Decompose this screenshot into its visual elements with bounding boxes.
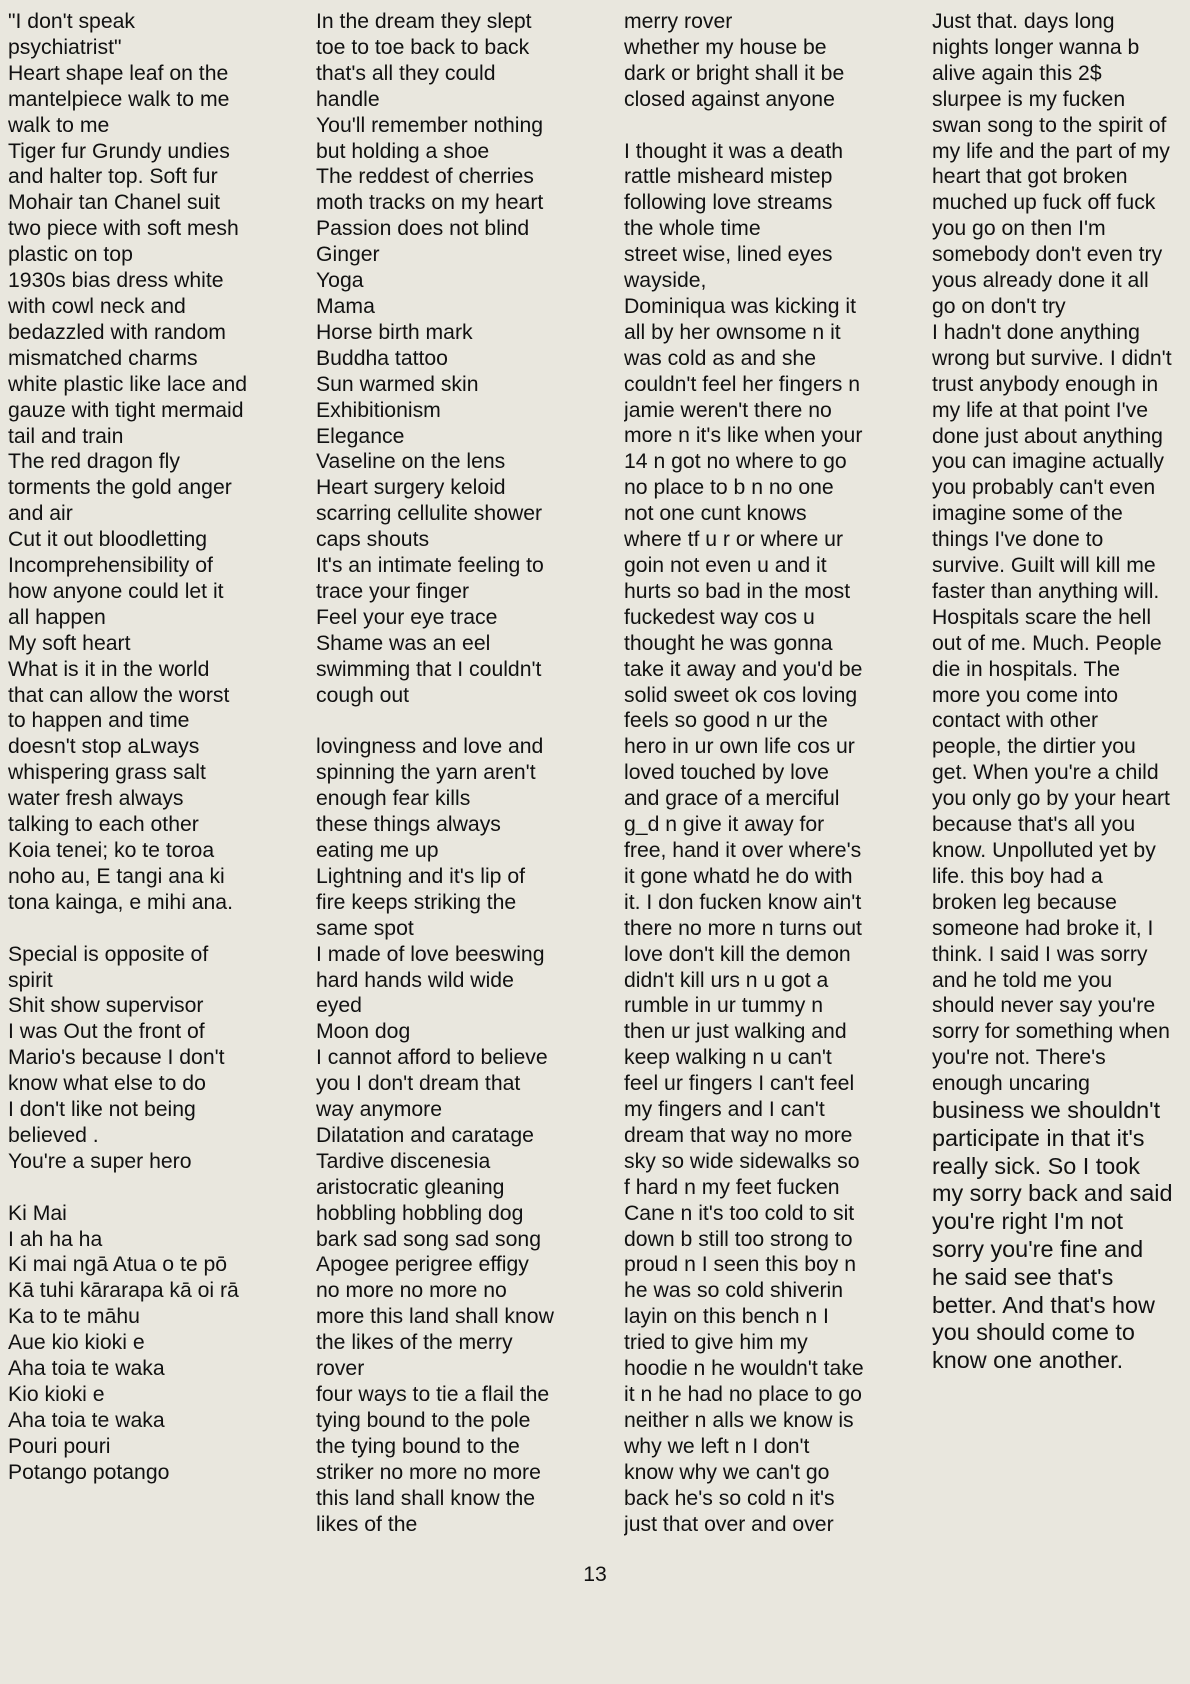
text-line: alive again this 2$ <box>932 61 1102 85</box>
text-line: Sun warmed skin <box>316 372 479 396</box>
text-line: the whole time <box>624 217 761 241</box>
text-line: "I don't speak <box>8 10 136 33</box>
text-line: rover <box>316 1357 365 1381</box>
text-line: Aue kio kioki e <box>8 1331 145 1355</box>
text-line: keep walking n u can't <box>624 1046 832 1070</box>
text-line: you should come to <box>932 1319 1135 1346</box>
text-line: whether my house be <box>624 35 827 59</box>
text-line: Lightning and it's lip of <box>316 864 525 888</box>
text-line: In the dream they slept <box>316 10 532 33</box>
text-line: fire keeps striking the <box>316 890 517 914</box>
text-line: muched up fuck off fuck <box>932 191 1156 215</box>
text-line: eating me up <box>316 838 439 862</box>
text-line: all happen <box>8 605 106 629</box>
text-line: life. this boy had a <box>932 864 1103 888</box>
text-line: aristocratic gleaning <box>316 1175 505 1199</box>
text-line: Mohair tan Chanel suit <box>8 191 220 215</box>
text-column-3 <box>624 9 904 1537</box>
text-line: striker no more no more <box>316 1460 541 1484</box>
text-line: plastic on top <box>8 243 133 267</box>
text-line: Passion does not blind <box>316 217 530 241</box>
text-line: get. When you're a child <box>932 761 1159 785</box>
text-line: Exhibitionism <box>316 398 441 422</box>
text-line: Hospitals scare the hell <box>932 605 1152 629</box>
text-line: lovingness and love and <box>316 735 544 759</box>
text-line: my sorry back and said <box>932 1180 1173 1207</box>
text-line: but holding a shoe <box>316 139 490 163</box>
text-line: tried to give him my <box>624 1331 808 1355</box>
text-line: was cold as and she <box>624 346 816 370</box>
text-line: mantelpiece walk to me <box>8 87 230 111</box>
text-line: you go on then I'm <box>932 217 1106 241</box>
text-line: swan song to the spirit of <box>932 113 1167 137</box>
text-line <box>8 916 288 942</box>
text-line: likes of the <box>316 1512 418 1536</box>
text-line: gauze with tight mermaid <box>8 398 244 422</box>
text-line: Potango potango <box>8 1460 170 1484</box>
text-line: believed . <box>8 1123 99 1147</box>
text-line: I was Out the front of <box>8 1020 205 1044</box>
text-line: participate in that it's <box>932 1124 1145 1151</box>
text-line: my life and the part of my <box>932 139 1170 163</box>
text-line: somebody don't even try <box>932 243 1163 267</box>
text-line: then ur just walking and <box>624 1020 847 1044</box>
text-line: I thought it was a death <box>624 139 844 163</box>
text-line: following love streams <box>624 191 833 215</box>
text-line: walk to me <box>8 113 110 137</box>
text-line: Feel your eye trace <box>316 605 498 629</box>
text-line: Cut it out bloodletting <box>8 528 208 552</box>
text-line: proud n I seen this boy n <box>624 1253 857 1277</box>
text-line: tail and train <box>8 424 124 448</box>
text-line: tona kainga, e mihi ana. <box>8 890 233 914</box>
text-line: moth tracks on my heart <box>316 191 544 215</box>
text-line: Dominiqua was kicking it <box>624 294 856 318</box>
text-line: water fresh always <box>8 787 184 811</box>
text-line: die in hospitals. The <box>932 657 1121 681</box>
text-line: I made of love beeswing <box>316 942 545 966</box>
text-line: Ka to te māhu <box>8 1305 140 1329</box>
text-line: bedazzled with random <box>8 320 226 344</box>
text-line: wayside, <box>624 269 707 293</box>
text-line: spirit <box>8 968 53 992</box>
text-line: love don't kill the demon <box>624 942 851 966</box>
text-line: My soft heart <box>8 631 131 655</box>
text-line: loved touched by love <box>624 761 829 785</box>
text-line: know why we can't go <box>624 1460 830 1484</box>
text-line: survive. Guilt will kill me <box>932 554 1156 578</box>
text-line: you I don't dream that <box>316 1072 521 1096</box>
text-line: know one another. <box>932 1347 1124 1374</box>
text-line: and halter top. Soft fur <box>8 165 218 189</box>
text-line: the tying bound to the <box>316 1434 520 1458</box>
text-line: Elegance <box>316 424 405 448</box>
text-line: he said see that's <box>932 1263 1114 1290</box>
text-line: wrong but survive. I didn't <box>932 346 1172 370</box>
text-line: caps shouts <box>316 528 430 552</box>
text-line: these things always <box>316 813 501 837</box>
text-line: how anyone could let it <box>8 579 224 603</box>
text-line: because that's all you <box>932 813 1136 837</box>
text-line: more you come into <box>932 683 1119 707</box>
text-line: Kā tuhi kārarapa kā oi rā <box>8 1279 239 1303</box>
text-line: enough fear kills <box>316 787 471 811</box>
text-line: dark or bright shall it be <box>624 61 845 85</box>
text-line: Just that. days long <box>932 10 1115 33</box>
text-line: Kio kioki e <box>8 1383 105 1406</box>
text-line: that's all they could <box>316 61 496 85</box>
text-line: hobbling hobbling dog <box>316 1201 524 1225</box>
text-line: Dilatation and caratage <box>316 1123 534 1147</box>
text-line: g_d n give it away for <box>624 813 825 837</box>
text-line: bark sad song sad song <box>316 1227 541 1251</box>
text-line: this land shall know the <box>316 1486 536 1510</box>
text-line: and grace of a merciful <box>624 787 840 811</box>
text-line: talking to each other <box>8 813 199 837</box>
text-line: It's an intimate feeling to <box>316 554 544 578</box>
text-line: trust anybody enough in <box>932 372 1159 396</box>
text-line: he was so cold shiverin <box>624 1279 844 1303</box>
text-line: torments the gold anger <box>8 476 232 500</box>
text-line: hard hands wild wide <box>316 968 514 992</box>
text-line: you can imagine actually <box>932 450 1165 474</box>
text-line: yous already done it all <box>932 269 1149 293</box>
text-line: to happen and time <box>8 709 190 733</box>
text-line: Mama <box>316 294 375 318</box>
text-column-1 <box>8 9 288 1486</box>
text-line: sorry you're fine and <box>932 1236 1144 1263</box>
text-line: hoodie n he wouldn't take <box>624 1357 864 1381</box>
text-line: better. And that's how <box>932 1291 1155 1318</box>
text-line: someone had broke it, I <box>932 916 1154 940</box>
text-line: same spot <box>316 916 414 940</box>
text-line: white plastic like lace and <box>8 372 248 396</box>
text-line: I don't like not being <box>8 1098 196 1122</box>
text-line: Shit show supervisor <box>8 994 204 1018</box>
text-line: spinning the yarn aren't <box>316 761 536 785</box>
text-line: done just about anything <box>932 424 1163 448</box>
text-line: whispering grass salt <box>8 761 206 785</box>
text-line: things I've done to <box>932 528 1104 552</box>
text-line: out of me. Much. People <box>932 631 1162 655</box>
text-line: enough uncaring <box>932 1072 1090 1096</box>
text-line: The reddest of cherries <box>316 165 534 189</box>
text-line: Koia tenei; ko te toroa <box>8 839 215 862</box>
text-line: nights longer wanna b <box>932 35 1140 59</box>
text-line: that can allow the worst <box>8 683 230 707</box>
text-line: Buddha tattoo <box>316 346 448 370</box>
text-line: broken leg because <box>932 890 1117 914</box>
text-line: You're a super hero <box>8 1149 192 1173</box>
text-line: Horse birth mark <box>316 320 473 344</box>
text-line: and air <box>8 502 73 526</box>
text-line: sorry for something when <box>932 1020 1170 1044</box>
text-line: feels so good n ur the <box>624 709 828 733</box>
text-line: Incomprehensibility of <box>8 554 213 578</box>
text-line: jamie weren't there no <box>624 398 832 422</box>
text-line: go on don't try <box>932 294 1066 318</box>
text-line: psychiatrist" <box>8 35 122 59</box>
text-line: Heart surgery keloid <box>316 476 506 500</box>
text-line: people, the dirtier you <box>932 735 1136 759</box>
text-line: Shame was an eel <box>316 631 491 655</box>
text-line: rattle misheard mistep <box>624 165 833 189</box>
text-line: fuckedest way cos u <box>624 605 815 629</box>
text-line: you only go by your heart <box>932 787 1170 811</box>
text-line: four ways to tie a flail the <box>316 1383 550 1407</box>
text-line: hurts so bad in the most <box>624 579 851 603</box>
text-line: eyed <box>316 994 362 1018</box>
text-line: two piece with soft mesh <box>8 217 239 241</box>
text-line: Vaseline on the lens <box>316 450 506 474</box>
text-line: f hard n my feet fucken <box>624 1175 840 1199</box>
text-line: I cannot afford to believe <box>316 1046 548 1070</box>
text-line: not one cunt knows <box>624 502 807 526</box>
text-line: way anymore <box>316 1098 442 1122</box>
text-line: no more no more no <box>316 1279 507 1303</box>
text-line: The red dragon fly <box>8 450 180 474</box>
text-line: you're not. There's <box>932 1046 1106 1070</box>
text-line: hero in ur own life cos ur <box>624 735 855 759</box>
text-line: Aha toia te waka <box>8 1357 165 1381</box>
text-line: thought he was gonna <box>624 631 833 655</box>
text-line: Moon dog <box>316 1020 411 1044</box>
text-line: doesn't stop aLways <box>8 735 200 759</box>
text-line: feel ur fingers I can't feel <box>624 1072 855 1096</box>
text-line: the likes of the merry <box>316 1331 513 1355</box>
text-line: layin on this bench n I <box>624 1305 829 1329</box>
text-line: Cane n it's too cold to sit <box>624 1201 855 1225</box>
text-line: contact with other <box>932 709 1099 733</box>
text-line: toe to toe back to back <box>316 35 530 59</box>
text-line: Pouri pouri <box>8 1434 111 1458</box>
text-line: street wise, lined eyes <box>624 243 833 267</box>
text-line: imagine some of the <box>932 502 1123 526</box>
text-line: Heart shape leaf on the <box>8 61 229 85</box>
text-line: just that over and over <box>624 1512 834 1536</box>
text-line: heart that got broken <box>932 165 1128 189</box>
text-line: back he's so cold n it's <box>624 1486 835 1510</box>
text-line: know. Unpolluted yet by <box>932 839 1156 862</box>
text-line: Ki mai ngā Atua o te pō <box>8 1253 228 1277</box>
text-line: neither n alls we know is <box>624 1408 854 1432</box>
text-line: scarring cellulite shower <box>316 502 543 526</box>
text-line: Apogee perigree effigy <box>316 1253 529 1277</box>
text-line: more this land shall know <box>316 1305 554 1329</box>
text-line: mismatched charms <box>8 346 198 370</box>
text-line: swimming that I couldn't <box>316 657 542 681</box>
text-line: Yoga <box>316 269 364 293</box>
text-line: should never say you're <box>932 994 1156 1018</box>
text-line: it gone whatd he do with <box>624 864 853 888</box>
text-line: cough out <box>316 683 410 707</box>
text-line: closed against anyone <box>624 87 835 111</box>
text-line: my life at that point I've <box>932 398 1149 422</box>
text-line: rumble in ur tummy n <box>624 994 823 1018</box>
text-line: you probably can't even <box>932 476 1156 500</box>
text-line: 14 n got no where to go <box>624 450 847 474</box>
text-line: my fingers and I can't <box>624 1098 825 1122</box>
text-line: Special is opposite of <box>8 942 209 966</box>
text-line: You'll remember nothing <box>316 113 544 137</box>
text-line: know what else to do <box>8 1072 206 1096</box>
text-line <box>8 1175 288 1201</box>
text-line: sky so wide sidewalks so <box>624 1149 860 1173</box>
text-line: goin not even u and it <box>624 554 827 578</box>
text-line: What is it in the world <box>8 657 210 681</box>
text-line: and he told me you <box>932 968 1113 992</box>
text-line: there no more n turns out <box>624 916 862 940</box>
text-line: tying bound to the pole <box>316 1408 531 1432</box>
text-line: Mario's because I don't <box>8 1046 225 1070</box>
text-line: more n it's like when your <box>624 424 863 448</box>
page-number: 13 <box>583 1563 607 1586</box>
text-line: merry rover <box>624 10 733 33</box>
text-line: no place to b n no one <box>624 476 834 500</box>
text-column-2 <box>316 9 596 1537</box>
text-line: think. I said I was sorry <box>932 942 1148 966</box>
text-line: couldn't feel her fingers n <box>624 372 861 396</box>
text-line: 1930s bias dress white <box>8 269 224 293</box>
text-line: take it away and you'd be <box>624 657 863 681</box>
text-line: handle <box>316 87 380 111</box>
text-line: I ah ha ha <box>8 1227 103 1251</box>
text-line: down b still too strong to <box>624 1227 853 1251</box>
text-line: Tiger fur Grundy undies <box>8 139 230 163</box>
text-line: it n he had no place to go <box>624 1383 862 1407</box>
text-line: noho au, E tangi ana ki <box>8 864 225 888</box>
text-line: dream that way no more <box>624 1123 853 1147</box>
text-line <box>316 708 596 734</box>
text-line: Ki Mai <box>8 1201 67 1225</box>
text-line: with cowl neck and <box>8 294 186 318</box>
text-line <box>624 113 904 139</box>
text-column-4 <box>932 9 1190 1375</box>
text-line: Aha toia te waka <box>8 1408 165 1432</box>
text-line: business we shouldn't <box>932 1097 1161 1124</box>
text-line: didn't kill urs n u got a <box>624 968 829 992</box>
text-line: all by her ownsome n it <box>624 320 841 344</box>
text-line: really sick. So I took <box>932 1152 1140 1179</box>
text-line: I hadn't done anything <box>932 320 1140 344</box>
text-line: Tardive discenesia <box>316 1149 491 1173</box>
text-line: Ginger <box>316 243 380 267</box>
text-line: solid sweet ok cos loving <box>624 683 858 707</box>
text-line: why we left n I don't <box>624 1434 810 1458</box>
text-line: you're right I'm not <box>932 1208 1123 1235</box>
text-line: where tf u r or where ur <box>624 528 844 552</box>
text-line: slurpee is my fucken <box>932 87 1126 111</box>
text-line: faster than anything will. <box>932 579 1160 603</box>
text-line: free, hand it over where's <box>624 838 862 862</box>
text-line: it. I don fucken know ain't <box>624 890 862 914</box>
text-line: trace your finger <box>316 579 470 603</box>
